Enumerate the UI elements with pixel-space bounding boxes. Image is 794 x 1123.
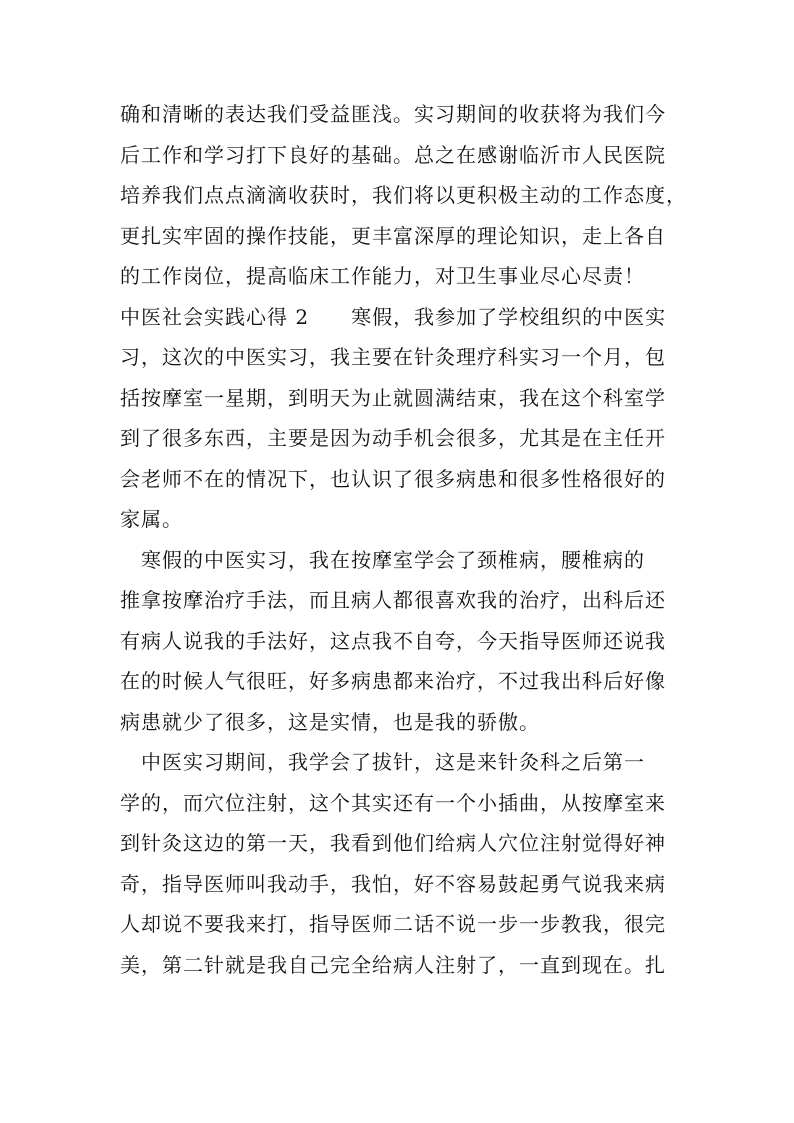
text-line: 美，第二针就是我自己完全给病人注射了，一直到现在。扎	[120, 952, 666, 977]
text-line: 括按摩室一星期，到明天为止就圆满结束，我在这个科室学	[120, 385, 666, 410]
text-line: 病患就少了很多，这是实情，也是我的骄傲。	[120, 709, 540, 734]
text-line: 更扎实牢固的操作技能，更丰富深厚的理论知识，走上各自	[120, 223, 666, 248]
text-line: 培养我们点点滴滴收获时，我们将以更积极主动的工作态度，	[120, 183, 687, 207]
text-line: 会老师不在的情况下，也认识了很多病患和很多性格很好的	[120, 466, 666, 491]
text-line: 在的时候人气很旺，好多病患都来治疗，不过我出科后好像	[120, 669, 666, 693]
text-line: 有病人说我的手法好，这点我不自夸，今天指导医师还说我	[120, 628, 666, 653]
text-line: 奇，指导医师叫我动手，我怕，好不容易鼓起勇气说我来病	[120, 871, 666, 896]
text-line-heading: 中医社会实践心得 2 寒假，我参加了学校组织的中医实	[120, 304, 667, 329]
text-line: 到针灸这边的第一天，我看到他们给病人穴位注射觉得好神	[120, 831, 666, 855]
text-line: 的工作岗位，提高临床工作能力，对卫生事业尽心尽责！	[120, 264, 645, 288]
text-line: 后工作和学习打下良好的基础。总之在感谢临沂市人民医院	[120, 142, 666, 167]
text-line: 习，这次的中医实习，我主要在针灸理疗科实习一个月，包	[120, 345, 666, 369]
text-line: 家属。	[120, 507, 183, 531]
text-line: 寒假的中医实习，我在按摩室学会了颈椎病，腰椎病的	[120, 547, 645, 572]
document-body	[120, 94, 687, 985]
text-line: 确和清晰的表达我们受益匪浅。实习期间的收获将为我们今	[120, 102, 666, 126]
text-line: 人却说不要我来打，指导医师二话不说一步一步教我，很完	[120, 912, 666, 936]
text-line: 推拿按摩治疗手法，而且病人都很喜欢我的治疗，出科后还	[120, 588, 666, 612]
text-line: 中医实习期间，我学会了拔针，这是来针灸科之后第一	[120, 750, 645, 774]
text-line: 学的，而穴位注射，这个其实还有一个小插曲，从按摩室来	[120, 790, 666, 815]
text-line: 到了很多东西，主要是因为动手机会很多，尤其是在主任开	[120, 426, 666, 450]
